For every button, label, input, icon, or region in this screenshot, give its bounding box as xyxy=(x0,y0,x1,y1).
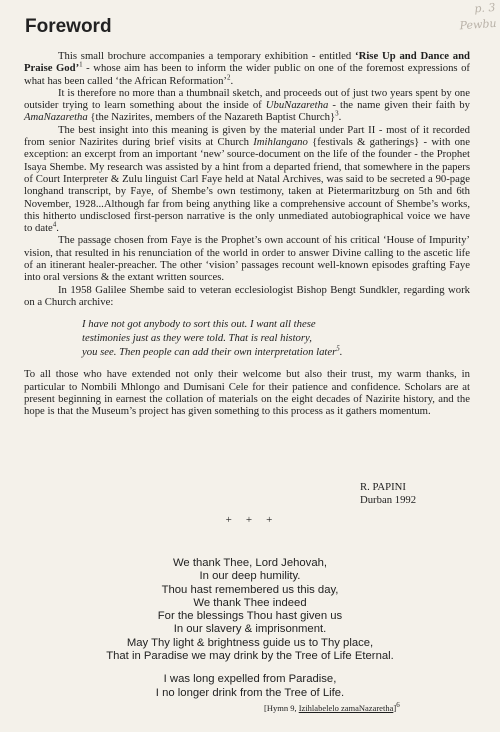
footnote-ref: 4 xyxy=(52,220,57,229)
handwritten-note xyxy=(433,0,497,36)
exhibition-title: ‘Rise Up and Dance and Praise God’ xyxy=(24,50,470,75)
hymn-citation: [Hymn 9, Izihlabelelo zamaNazaretha]$^6$ xyxy=(264,701,400,713)
paragraph-4: The passage chosen from Faye is the Prophet’s own account of his critical ‘House of Impurity’ vision, that resulted in his renunciation of the world in order to answer Divine calling to the ascetic life of an itinerant healer-preacher. The other ‘vision’ passages recount well-known episodes grafting Faye into oral versions & the extant written sources. xyxy=(24,234,470,284)
hymn-line: That in Paradise we may drink by the Tree of Life Eternal. xyxy=(106,650,394,663)
footnote-ref: 6 xyxy=(396,701,400,710)
foreword-body xyxy=(24,50,470,417)
hymn-line: I no longer drink from the Tree of Life. xyxy=(155,686,345,699)
paragraph-2: It is therefore no more than a thumbnail sketch, and proceeds out of just two years spent by one outsider trying to learn something about the inside of UbuNazaretha - the name given their faith by AmaNazaretha {the Nazirites, members of the Nazareth Baptist Church}$^3$. xyxy=(24,86,470,124)
paragraph-1: This small brochure accompanies a temporary exhibition - entitled ‘Rise Up and Dance and Praise God’$^1$ - whose aim has been to inform the wider public on one of the foremost expressions of what has been called ‘the African Reformation’$^2$. xyxy=(24,50,470,87)
hymn-line: We thank Thee indeed xyxy=(193,596,307,609)
hymn-line: For the blessings Thou hast given us xyxy=(157,610,343,623)
hymnal-title: Izihlabelelo zamaNazaretha xyxy=(298,703,394,713)
hymn-line: May Thy light & brightness guide us to Thy place, xyxy=(126,636,374,649)
author-name: R. PAPINI xyxy=(360,481,406,493)
hymn-line: We thank Thee, Lord Jehovah, xyxy=(172,557,328,569)
section-separator: + + + xyxy=(225,514,275,526)
handwritten-note-line: Pewbu xyxy=(459,16,497,33)
hymn-line: Thou hast remembered us this day, xyxy=(161,583,339,596)
place-date: Durban 1992 xyxy=(360,494,417,506)
hymn-line: In our deep humility. xyxy=(199,570,301,583)
block-quote xyxy=(82,317,470,359)
paragraph-3: The best insight into this meaning is given by the material under Part II - most of it recorded from senior Nazirites during brief visits at Church Imihlangano {festivals & gatherings} - with one exception: an excerpt from an important ‘new’ source-document on the life of the founder - the Prophet Isaya Shembe. My research was assisted by a hint from a departed friend, that somewhere in the papers of Court Interpreter & Zulu linguist Carl Faye held at Natal Archives, was said to be secreted a 90-page longhand transcript, by Faye, of Shembe’s own testimony, taken at Pietermaritzburg on 5th and 6th November, 1928...Although far from being anything like a comprehensive account of Shembe’s works, this hitherto undisclosed first-person narrative is the only unmediated autobiographical voice we have to date$^4$. xyxy=(24,123,471,235)
paragraph-5: In 1958 Galilee Shembe said to veteran ecclesiologist Bishop Bengt Sundkler, regarding work on a Church archive: xyxy=(24,283,470,308)
quote-line: you see. Then people can add their own interpretation later$^5$. xyxy=(82,344,343,359)
footnote-ref: 5 xyxy=(336,344,340,353)
quote-line: I have not got anybody to sort this out. I want all these xyxy=(82,318,316,331)
signature xyxy=(360,481,416,507)
hymn-line: I was long expelled from Paradise, xyxy=(163,673,337,686)
hymn-verse xyxy=(0,557,500,700)
footnote-ref: 3 xyxy=(335,109,339,118)
handwritten-note-line: p. 3 xyxy=(473,0,496,16)
paragraph-6: To all those who have extended not only their welcome but also their trust, my warm thanks, in particular to Nombili Mhlongo and Dumisani Cele for their patience and confidence. Scholars are at present beginning in earnest the collation of materials on the eight decades of Nazirite history, and the hope is that the Museum’s project has given something to this process as it gathers momentum. xyxy=(24,368,470,418)
hymn-line: In our slavery & imprisonment. xyxy=(173,623,327,636)
footnote-ref: 1 xyxy=(79,60,83,69)
page-title: Foreword xyxy=(25,16,112,37)
footnote-ref: 2 xyxy=(226,73,231,82)
quote-line: testimonies just as they were told. That is real history, xyxy=(82,332,312,345)
